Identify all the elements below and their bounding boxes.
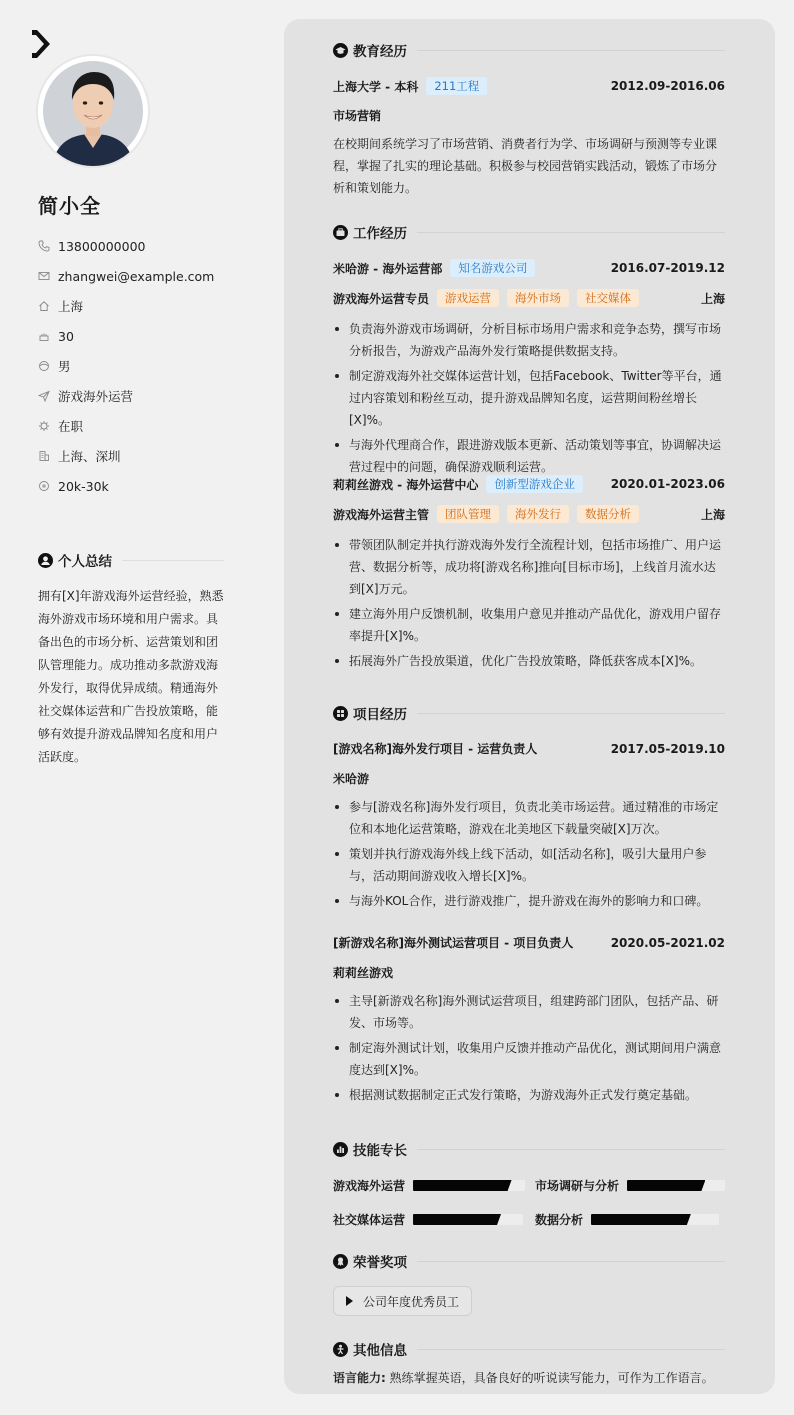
summary-heading: [38, 550, 224, 570]
projects-title: 项目经历: [353, 707, 407, 723]
other-info-text: [333, 1369, 714, 1386]
skill-bar: [413, 1180, 525, 1191]
info-row-email: [38, 261, 214, 291]
left-sidebar: [0, 0, 270, 1415]
education-date: 2012.09-2016.06: [610, 79, 725, 93]
skill-tag: 团队管理: [437, 505, 499, 523]
project-date: 2020.05-2021.02: [610, 935, 725, 950]
send-icon: [38, 390, 58, 402]
list-item: 建立海外用户反馈机制，收集用户意见并推动产品优化，游戏用户留存率提升[X]%。: [333, 603, 725, 647]
info-row-location: [38, 441, 214, 471]
profile-name: 简小全: [38, 194, 101, 218]
avatar: [38, 56, 148, 166]
project-header: [333, 934, 725, 951]
divider: [122, 560, 224, 561]
skill-tag: 游戏运营: [437, 289, 499, 307]
grid-icon: [333, 706, 348, 721]
user-circle-icon: [38, 553, 53, 568]
skill-name: 数据分析: [535, 1213, 584, 1227]
info-text: 上海: [58, 299, 84, 314]
skill-name: 市场调研与分析: [535, 1179, 620, 1193]
skills-heading: [333, 1139, 725, 1159]
job-header: [333, 259, 725, 277]
play-icon: [346, 1296, 353, 1306]
skills-title: 技能专长: [353, 1143, 407, 1159]
info-text: 30: [58, 328, 74, 344]
award-icon: [333, 1254, 348, 1269]
info-text: 游戏海外运营: [58, 389, 134, 404]
company-name: 莉莉丝游戏 - 海外运营中心: [333, 477, 479, 492]
status-icon: [38, 420, 58, 432]
list-item: 与海外KOL合作，进行游戏推广，提升游戏在海外的影响力和口碑。: [333, 890, 725, 912]
job-position: 游戏海外运营主管: [333, 507, 430, 522]
list-item: 主导[新游戏名称]海外测试运营项目，组建跨部门团队，包括产品、研发、市场等。: [333, 990, 725, 1034]
company-name: 米哈游 - 海外运营部: [333, 261, 443, 276]
other-title: 其他信息: [353, 1343, 407, 1359]
company-tag: 创新型游戏企业: [486, 475, 583, 493]
skill-name: 游戏海外运营: [333, 1179, 406, 1193]
graduation-cap-icon: [333, 43, 348, 58]
list-item: 根据测试数据制定正式发行策略，为游戏海外正式发行奠定基础。: [333, 1084, 725, 1106]
other-value: 熟练掌握英语，具备良好的听说读写能力，可作为工作语言。: [389, 1371, 714, 1385]
list-item: 策划并执行游戏海外线上线下活动，如[活动名称]，吸引大量用户参与，活动期间游戏收入增长[X]%。: [333, 843, 725, 887]
skill-item: [535, 1211, 719, 1228]
other-label: 语言能力:: [333, 1371, 386, 1385]
info-text: zhangwei@example.com: [58, 268, 215, 284]
gender-icon: [38, 360, 58, 372]
skill-name: 社交媒体运营: [333, 1213, 406, 1227]
info-text: 上海、深圳: [58, 449, 121, 464]
work-title: 工作经历: [353, 226, 407, 242]
job-city: 上海: [700, 507, 725, 522]
honors-heading: [333, 1251, 725, 1271]
award-label: 公司年度优秀员工: [363, 1294, 460, 1309]
job-city: 上海: [700, 291, 725, 306]
briefcase-icon: [333, 225, 348, 240]
info-row-salary: [38, 471, 214, 501]
job-position: 游戏海外运营专员: [333, 291, 430, 306]
work-heading: [333, 222, 725, 242]
building-icon: [38, 450, 58, 462]
skill-bar: [627, 1180, 725, 1191]
skill-tag: 数据分析: [577, 505, 639, 523]
education-desc: 在校期间系统学习了市场营销、消费者行为学、市场调研与预测等专业课程，掌握了扎实的理论基础。积极参与校园营销实践活动，锻炼了市场分析和策划能力。: [333, 137, 718, 195]
bar-chart-icon: [333, 1142, 348, 1157]
education-title: 教育经历: [353, 44, 407, 60]
info-text: 在职: [58, 419, 84, 434]
major-row: [333, 107, 725, 124]
divider: [417, 1349, 725, 1350]
school-name: 上海大学 - 本科: [333, 79, 419, 94]
skill-bar: [591, 1214, 719, 1225]
project-company: 米哈游: [333, 772, 370, 786]
skill-bar-fill: [627, 1180, 705, 1191]
project-name: [新游戏名称]海外测试运营项目 - 项目负责人: [333, 936, 574, 950]
skill-bar-fill: [591, 1214, 691, 1225]
main-panel: [284, 19, 775, 1394]
info-row-age: [38, 321, 214, 351]
phone-icon: [38, 240, 58, 252]
skill-item: [333, 1177, 525, 1194]
school-tag: 211工程: [426, 77, 487, 95]
job-bullets: [333, 318, 725, 481]
figure-icon: [333, 1342, 348, 1357]
summary-text: 拥有[X]年游戏海外运营经验，熟悉海外游戏市场环境和用户需求。具备出色的市场分析、运营策划和团队管理能力。成功推动多款游戏海外发行，取得优异成绩。精通海外社交媒体运营和广告投放策略，能够有效提升游戏品牌知名度和用户活跃度。: [38, 589, 224, 764]
contact-info-list: [38, 231, 214, 501]
other-heading: [333, 1339, 725, 1359]
skill-bar-fill: [413, 1180, 512, 1191]
list-item: 与海外代理商合作，跟进游戏版本更新、活动策划等事宜，协调解决运营过程中的问题，确保游戏顺利运营。: [333, 434, 725, 478]
list-item: 负责海外游戏市场调研，分析目标市场用户需求和竞争态势，撰写市场分析报告，为游戏产品海外发行策略提供数据支持。: [333, 318, 725, 362]
education-row: [333, 77, 725, 95]
divider: [417, 1261, 725, 1262]
info-row-gender: [38, 351, 214, 381]
list-item: 拓展海外广告投放渠道，优化广告投放策略，降低获客成本[X]%。: [333, 650, 725, 672]
age-icon: [38, 330, 58, 342]
info-text: 13800000000: [58, 238, 146, 254]
list-item: 带领团队制定并执行游戏海外发行全流程计划，包括市场推广、用户运营、数据分析等，成功将[游戏名称]推向[目标市场]，上线首月流水达到[X]万元。: [333, 534, 725, 600]
skill-tag: 海外发行: [507, 505, 569, 523]
award-item[interactable]: [333, 1286, 472, 1316]
project-name: [游戏名称]海外发行项目 - 运营负责人: [333, 742, 538, 756]
job-position-row: [333, 505, 725, 523]
logo-icon: [32, 30, 52, 58]
project-bullets: [333, 796, 725, 915]
project-date: 2017.05-2019.10: [610, 741, 725, 756]
major: 市场营销: [333, 109, 382, 123]
mail-icon: [38, 270, 58, 282]
project-header: [333, 740, 725, 757]
job-date: 2016.07-2019.12: [610, 261, 725, 275]
project-company-row: [333, 770, 725, 787]
info-row-status: [38, 411, 214, 441]
skill-tag: 社交媒体: [577, 289, 639, 307]
project-bullets: [333, 990, 725, 1109]
job-date: 2020.01-2023.06: [610, 477, 725, 491]
divider: [417, 232, 725, 233]
info-row-city: [38, 291, 214, 321]
education-heading: [333, 40, 725, 60]
project-company: 莉莉丝游戏: [333, 966, 394, 980]
list-item: 制定海外测试计划，收集用户反馈并推动产品优化，测试期间用户满意度达到[X]%。: [333, 1037, 725, 1081]
divider: [417, 50, 725, 51]
job-position-row: [333, 289, 725, 307]
projects-heading: [333, 703, 725, 723]
salary-icon: [38, 480, 58, 492]
info-row-phone: [38, 231, 214, 261]
honors-title: 荣誉奖项: [353, 1255, 407, 1271]
list-item: 制定游戏海外社交媒体运营计划，包括Facebook、Twitter等平台，通过内容策划和粉丝互动，提升游戏品牌知名度，运营期间粉丝增长[X]%。: [333, 365, 725, 431]
info-row-intent: [38, 381, 214, 411]
skill-item: [333, 1211, 523, 1228]
info-text: 20k-30k: [58, 478, 109, 494]
divider: [417, 713, 725, 714]
summary-title: 个人总结: [58, 554, 112, 570]
skill-tag: 海外市场: [507, 289, 569, 307]
list-item: 参与[游戏名称]海外发行项目，负责北美市场运营。通过精准的市场定位和本地化运营策略，游戏在北美地区下载量突破[X]万次。: [333, 796, 725, 840]
job-header: [333, 475, 725, 493]
skill-item: [535, 1177, 725, 1194]
project-company-row: [333, 964, 725, 981]
home-icon: [38, 300, 58, 312]
info-text: 男: [58, 359, 71, 374]
skill-bar-fill: [413, 1214, 501, 1225]
skill-bar: [413, 1214, 523, 1225]
company-tag: 知名游戏公司: [450, 259, 535, 277]
divider: [417, 1149, 725, 1150]
job-bullets: [333, 534, 725, 675]
